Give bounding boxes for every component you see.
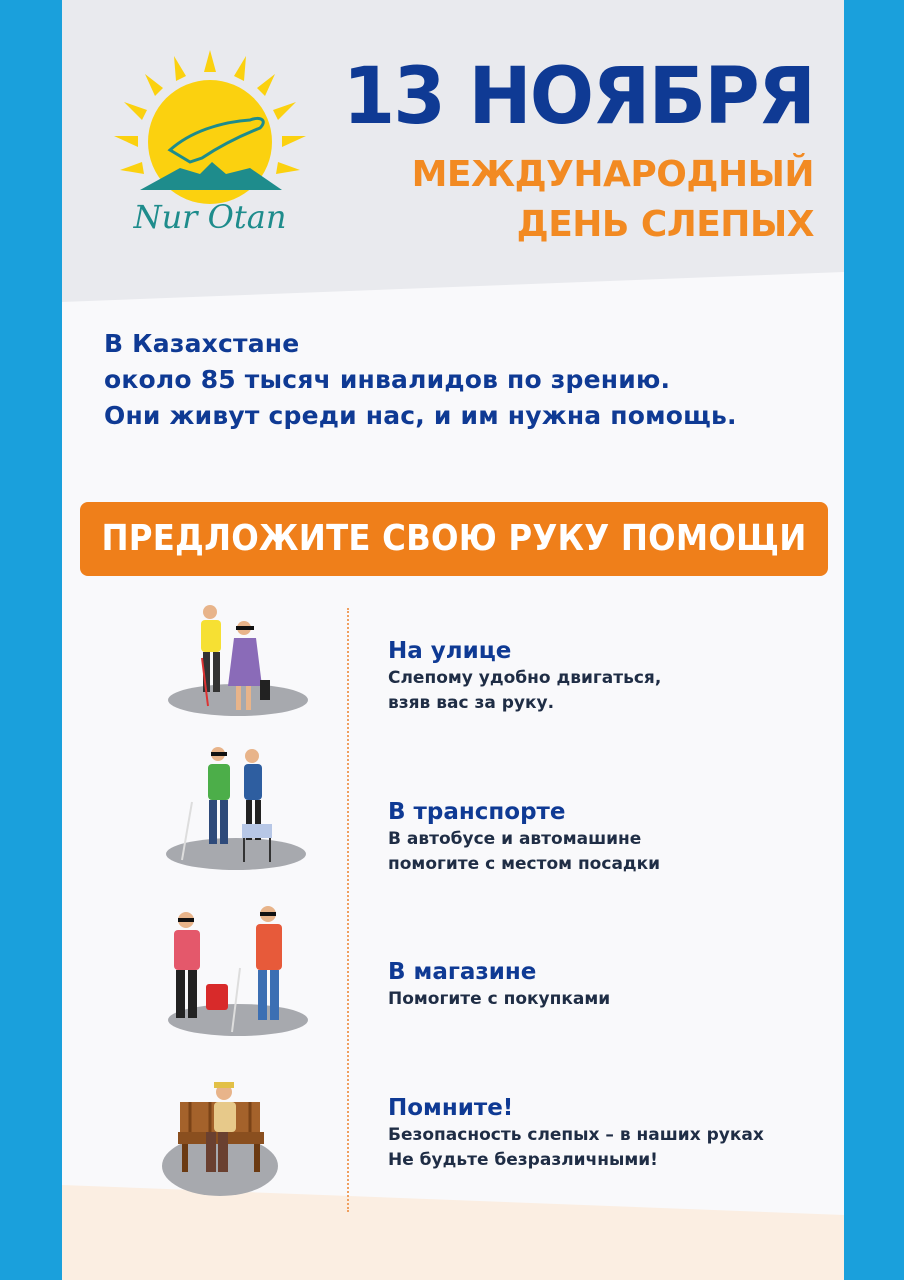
tip-text-line-1: В автобусе и автомашине bbox=[388, 829, 642, 849]
intro-line-1: В Казахстане bbox=[104, 329, 300, 358]
tip-title: На улице bbox=[388, 638, 512, 664]
date-title: 13 НОЯБРЯ bbox=[342, 52, 814, 142]
transport-help-illustration bbox=[162, 742, 322, 872]
shop-help-illustration bbox=[162, 902, 322, 1040]
logo-text: Nur Otan bbox=[133, 198, 287, 236]
dotted-divider bbox=[347, 608, 349, 1212]
tip-transport bbox=[388, 797, 660, 877]
tip-text-line-1: Слепому удобно двигаться, bbox=[388, 668, 662, 688]
intro-line-3: Они живут среди нас, и им нужна помощь. bbox=[104, 401, 737, 430]
street-help-illustration bbox=[162, 598, 322, 723]
tip-text-line-2: помогите с местом посадки bbox=[388, 854, 661, 874]
intro-line-2: около 85 тысяч инвалидов по зрению. bbox=[104, 365, 671, 394]
tip-text-line-1: Безопасность слепых – в наших руках bbox=[388, 1125, 764, 1145]
tip-text-line-2: Не будьте безразличными! bbox=[388, 1150, 658, 1170]
call-to-action-banner: ПРЕДЛОЖИТЕ СВОЮ РУКУ ПОМОЩИ bbox=[80, 502, 828, 576]
tip-title: В магазине bbox=[388, 959, 537, 985]
left-blue-border bbox=[0, 0, 62, 1280]
event-line-2: ДЕНЬ СЛЕПЫХ bbox=[516, 204, 814, 245]
right-blue-border bbox=[844, 0, 904, 1280]
event-title bbox=[412, 150, 814, 250]
tip-text-line-1: Помогите с покупками bbox=[388, 989, 611, 1009]
tip-remember bbox=[388, 1093, 764, 1173]
bench-illustration bbox=[158, 1072, 288, 1197]
nur-otan-logo bbox=[110, 50, 310, 240]
tip-shop bbox=[388, 957, 610, 1012]
tip-title: Помните! bbox=[388, 1095, 514, 1121]
intro-text bbox=[104, 326, 737, 434]
tip-street bbox=[388, 636, 661, 716]
poster bbox=[62, 0, 844, 1280]
tip-text-line-2: взяв вас за руку. bbox=[388, 693, 555, 713]
event-line-1: МЕЖДУНАРОДНЫЙ bbox=[411, 154, 814, 195]
tip-title: В транспорте bbox=[388, 799, 566, 825]
